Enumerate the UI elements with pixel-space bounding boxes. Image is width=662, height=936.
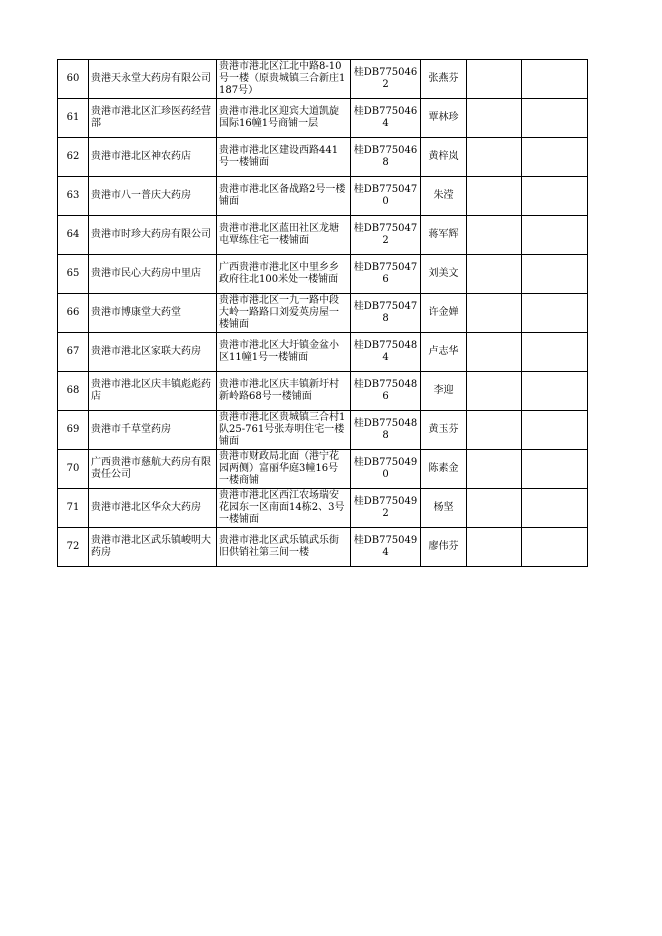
- empty-cell: [467, 333, 522, 372]
- responsible-person: 卢志华: [421, 333, 467, 372]
- table-row: [58, 333, 588, 372]
- responsible-person: 陈素金: [421, 450, 467, 489]
- responsible-person: 朱滢: [421, 177, 467, 216]
- table-row: [58, 528, 588, 567]
- license-code: 桂DB7750478: [351, 294, 421, 333]
- table-row: [58, 99, 588, 138]
- pharmacy-address: 贵港市港北区备战路2号一楼铺面: [217, 177, 351, 216]
- license-code: 桂DB7750464: [351, 99, 421, 138]
- row-number: 72: [58, 528, 89, 567]
- pharmacy-address: 贵港市港北区蓝田社区龙塘屯覃练住宅一楼铺面: [217, 216, 351, 255]
- responsible-person: 刘美文: [421, 255, 467, 294]
- table-row: [58, 411, 588, 450]
- row-number: 64: [58, 216, 89, 255]
- license-code: 桂DB7750490: [351, 450, 421, 489]
- pharmacy-address: 贵港市港北区庆丰镇新圩村新岭路68号一楼铺面: [217, 372, 351, 411]
- pharmacy-name: 贵港市港北区汇珍医药经营部: [89, 99, 217, 138]
- responsible-person: 蒋军辉: [421, 216, 467, 255]
- table-row: [58, 294, 588, 333]
- responsible-person: 许金婵: [421, 294, 467, 333]
- empty-cell: [467, 216, 522, 255]
- empty-cell: [522, 372, 588, 411]
- row-number: 65: [58, 255, 89, 294]
- license-code: 桂DB7750476: [351, 255, 421, 294]
- empty-cell: [467, 372, 522, 411]
- responsible-person: 李迎: [421, 372, 467, 411]
- table-row: [58, 255, 588, 294]
- empty-cell: [467, 177, 522, 216]
- table-row: [58, 450, 588, 489]
- table-body: [58, 60, 588, 567]
- pharmacy-name: 贵港市八一普庆大药房: [89, 177, 217, 216]
- pharmacy-name: 贵港市博康堂大药堂: [89, 294, 217, 333]
- license-code: 桂DB7750470: [351, 177, 421, 216]
- responsible-person: 黄玉芬: [421, 411, 467, 450]
- row-number: 68: [58, 372, 89, 411]
- pharmacy-name: 贵港市港北区武乐镇峻明大药房: [89, 528, 217, 567]
- empty-cell: [522, 255, 588, 294]
- row-number: 62: [58, 138, 89, 177]
- pharmacy-name: 贵港市港北区庆丰镇彪彪药店: [89, 372, 217, 411]
- license-code: 桂DB7750484: [351, 333, 421, 372]
- spreadsheet-page: [57, 59, 588, 567]
- row-number: 66: [58, 294, 89, 333]
- pharmacy-address: 贵港市港北区迎宾大道凯旋国际16幢1号商铺一层: [217, 99, 351, 138]
- pharmacy-name: 贵港市民心大药房中里店: [89, 255, 217, 294]
- license-code: 桂DB7750486: [351, 372, 421, 411]
- table-row: [58, 177, 588, 216]
- empty-cell: [522, 60, 588, 99]
- license-code: 桂DB7750462: [351, 60, 421, 99]
- row-number: 61: [58, 99, 89, 138]
- empty-cell: [467, 99, 522, 138]
- pharmacy-address: 贵港市港北区西江农场瑞安花园东一区南面14栋2、3号一楼铺面: [217, 489, 351, 528]
- pharmacy-address: 贵港市港北区一九一路中段大岭一路路口刘爱英房屋一楼铺面: [217, 294, 351, 333]
- pharmacy-address: 贵港市港北区武乐镇武乐街旧供销社第三间一楼: [217, 528, 351, 567]
- pharmacy-address: 贵港市港北区大圩镇金盆小区11幢1号一楼铺面: [217, 333, 351, 372]
- empty-cell: [522, 138, 588, 177]
- license-code: 桂DB7750494: [351, 528, 421, 567]
- row-number: 67: [58, 333, 89, 372]
- empty-cell: [467, 411, 522, 450]
- pharmacy-address: 贵港市财政局北面（港宁花园两侧）富丽华庭3幢16号一楼商铺: [217, 450, 351, 489]
- empty-cell: [467, 528, 522, 567]
- pharmacy-address: 广西贵港市港北区中里乡乡政府往北100米处一楼铺面: [217, 255, 351, 294]
- empty-cell: [522, 528, 588, 567]
- table-row: [58, 216, 588, 255]
- empty-cell: [467, 138, 522, 177]
- responsible-person: 张燕芬: [421, 60, 467, 99]
- pharmacy-address: 贵港市港北区贵城镇三合村1队25-761号张寿明住宅一楼铺面: [217, 411, 351, 450]
- pharmacy-table: [57, 59, 588, 567]
- pharmacy-name: 贵港市港北区家联大药房: [89, 333, 217, 372]
- pharmacy-name: 贵港市时珍大药房有限公司: [89, 216, 217, 255]
- empty-cell: [467, 255, 522, 294]
- pharmacy-address: 贵港市港北区建设西路441号一楼铺面: [217, 138, 351, 177]
- responsible-person: 廖伟芬: [421, 528, 467, 567]
- table-row: [58, 489, 588, 528]
- responsible-person: 覃林珍: [421, 99, 467, 138]
- pharmacy-name: 贵港市港北区神农药店: [89, 138, 217, 177]
- empty-cell: [522, 177, 588, 216]
- empty-cell: [522, 216, 588, 255]
- table-row: [58, 372, 588, 411]
- pharmacy-name: 贵港市千草堂药房: [89, 411, 217, 450]
- row-number: 60: [58, 60, 89, 99]
- license-code: 桂DB7750468: [351, 138, 421, 177]
- responsible-person: 杨坚: [421, 489, 467, 528]
- empty-cell: [522, 411, 588, 450]
- pharmacy-address: 贵港市港北区江北中路8-10号一楼（原贵城镇三合新庄1187号）: [217, 60, 351, 99]
- row-number: 71: [58, 489, 89, 528]
- empty-cell: [522, 489, 588, 528]
- empty-cell: [522, 99, 588, 138]
- empty-cell: [467, 60, 522, 99]
- row-number: 70: [58, 450, 89, 489]
- row-number: 69: [58, 411, 89, 450]
- table-row: [58, 138, 588, 177]
- pharmacy-name: 贵港市港北区华众大药房: [89, 489, 217, 528]
- empty-cell: [522, 333, 588, 372]
- empty-cell: [467, 294, 522, 333]
- license-code: 桂DB7750472: [351, 216, 421, 255]
- empty-cell: [467, 450, 522, 489]
- pharmacy-name: 广西贵港市慈航大药房有限责任公司: [89, 450, 217, 489]
- empty-cell: [522, 450, 588, 489]
- row-number: 63: [58, 177, 89, 216]
- responsible-person: 黄梓岚: [421, 138, 467, 177]
- license-code: 桂DB7750488: [351, 411, 421, 450]
- empty-cell: [522, 294, 588, 333]
- table-row: [58, 60, 588, 99]
- pharmacy-name: 贵港天永堂大药房有限公司: [89, 60, 217, 99]
- license-code: 桂DB7750492: [351, 489, 421, 528]
- empty-cell: [467, 489, 522, 528]
